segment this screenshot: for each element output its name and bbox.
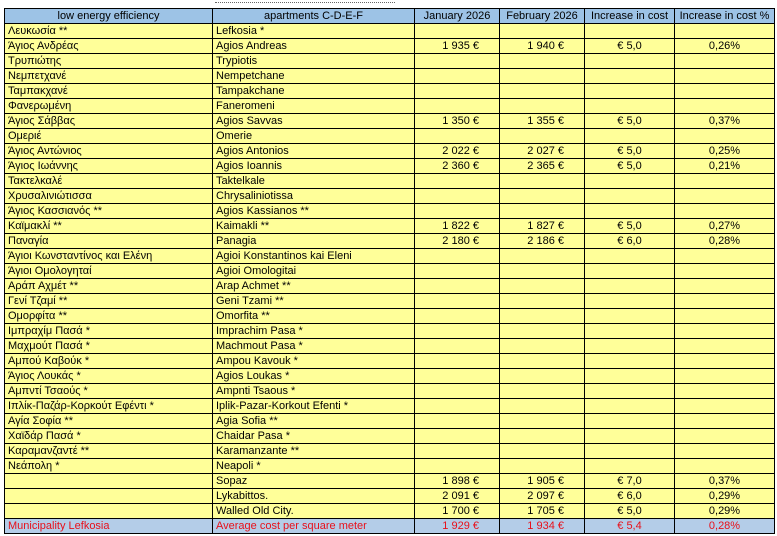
table-cell[interactable]: 1 822 € xyxy=(415,219,500,234)
decorative-dotted-line xyxy=(215,2,395,7)
table-cell[interactable] xyxy=(675,204,775,219)
table-cell[interactable] xyxy=(585,444,675,459)
total-row xyxy=(5,519,775,534)
table-row xyxy=(5,474,775,489)
table-cell[interactable]: 0,29% xyxy=(675,504,775,519)
table-cell[interactable]: Φανερωμένη xyxy=(5,99,213,114)
table-cell[interactable] xyxy=(585,129,675,144)
table-cell[interactable]: 1 905 € xyxy=(500,474,585,489)
table-cell[interactable]: Lefkosia * xyxy=(213,24,415,39)
table-cell[interactable]: Agios Andreas xyxy=(213,39,415,54)
total-cell[interactable]: Average cost per square meter xyxy=(213,519,415,534)
table-cell[interactable] xyxy=(675,354,775,369)
table-row xyxy=(5,234,775,249)
table-cell[interactable] xyxy=(415,99,500,114)
total-cell[interactable]: 1 934 € xyxy=(500,519,585,534)
table-cell[interactable] xyxy=(675,264,775,279)
table-cell[interactable] xyxy=(500,174,585,189)
table-cell[interactable] xyxy=(415,264,500,279)
table-cell[interactable]: Άγιοι Κωνσταντίνος και Ελένη xyxy=(5,249,213,264)
table-row xyxy=(5,204,775,219)
table-cell[interactable] xyxy=(415,174,500,189)
table-cell[interactable]: Neapoli * xyxy=(213,459,415,474)
table-row xyxy=(5,309,775,324)
table-cell[interactable] xyxy=(585,204,675,219)
table-cell[interactable]: Karamanzante ** xyxy=(213,444,415,459)
table-cell[interactable] xyxy=(675,339,775,354)
table-cell[interactable]: € 5,0 xyxy=(585,114,675,129)
table-cell[interactable] xyxy=(415,279,500,294)
table-cell[interactable] xyxy=(500,384,585,399)
table-cell[interactable]: Agios Antonios xyxy=(213,144,415,159)
table-cell[interactable]: Omerie xyxy=(213,129,415,144)
table-cell[interactable] xyxy=(415,204,500,219)
table-cell[interactable]: Καϊμακλί ** xyxy=(5,219,213,234)
table-row xyxy=(5,429,775,444)
table-cell[interactable] xyxy=(500,444,585,459)
table-row xyxy=(5,324,775,339)
table-cell[interactable] xyxy=(415,339,500,354)
table-cell[interactable]: 2 365 € xyxy=(500,159,585,174)
table-row xyxy=(5,39,775,54)
table-cell[interactable] xyxy=(585,99,675,114)
table-cell[interactable]: 1 827 € xyxy=(500,219,585,234)
table-cell[interactable] xyxy=(500,309,585,324)
table-cell[interactable]: Λευκωσία ** xyxy=(5,24,213,39)
table-row xyxy=(5,174,775,189)
table-cell[interactable] xyxy=(500,459,585,474)
table-cell[interactable] xyxy=(415,84,500,99)
table-cell[interactable] xyxy=(675,414,775,429)
header-cell[interactable]: Increase in cost xyxy=(585,9,675,24)
table-cell[interactable] xyxy=(675,384,775,399)
table-cell[interactable] xyxy=(675,174,775,189)
table-cell[interactable]: 2 180 € xyxy=(415,234,500,249)
table-cell[interactable] xyxy=(415,459,500,474)
table-cell[interactable]: Agia Sofia ** xyxy=(213,414,415,429)
table-cell[interactable] xyxy=(500,54,585,69)
table-cell[interactable]: 2 027 € xyxy=(500,144,585,159)
table-row xyxy=(5,189,775,204)
table-cell[interactable]: Ampnti Tsaous * xyxy=(213,384,415,399)
table-cell[interactable]: Αμπού Καβούκ * xyxy=(5,354,213,369)
table-cell[interactable] xyxy=(675,84,775,99)
table-cell[interactable]: Άγιοι Ομολογηταί xyxy=(5,264,213,279)
table-row xyxy=(5,504,775,519)
table-cell[interactable]: Χαϊδάρ Πασά * xyxy=(5,429,213,444)
table-cell[interactable] xyxy=(585,339,675,354)
table-cell[interactable] xyxy=(585,429,675,444)
table-cell[interactable] xyxy=(675,54,775,69)
table-row xyxy=(5,24,775,39)
table-cell[interactable] xyxy=(415,324,500,339)
table-cell[interactable] xyxy=(500,204,585,219)
table-cell[interactable] xyxy=(585,189,675,204)
table-cell[interactable] xyxy=(500,69,585,84)
table-cell[interactable]: Agios Savvas xyxy=(213,114,415,129)
table-cell[interactable]: Νεάπολη * xyxy=(5,459,213,474)
table-cell[interactable]: Άγιος Σάββας xyxy=(5,114,213,129)
table-cell[interactable] xyxy=(415,369,500,384)
table-row xyxy=(5,129,775,144)
table-cell[interactable] xyxy=(415,24,500,39)
table-cell[interactable] xyxy=(415,309,500,324)
table-cell[interactable] xyxy=(585,309,675,324)
table-cell[interactable]: Chaidar Pasa * xyxy=(213,429,415,444)
table-cell[interactable] xyxy=(585,414,675,429)
table-cell[interactable] xyxy=(500,189,585,204)
table-cell[interactable]: Άγιος Ιωάννης xyxy=(5,159,213,174)
table-cell[interactable]: Faneromeni xyxy=(213,99,415,114)
table-cell[interactable] xyxy=(5,489,213,504)
table-cell[interactable]: Agios Kassianos ** xyxy=(213,204,415,219)
table-cell[interactable] xyxy=(415,384,500,399)
table-cell[interactable]: Αμπντί Τσαούς * xyxy=(5,384,213,399)
table-cell[interactable] xyxy=(500,24,585,39)
table-cell[interactable]: Τρυπιώτης xyxy=(5,54,213,69)
table-cell[interactable] xyxy=(415,354,500,369)
table-cell[interactable] xyxy=(415,444,500,459)
table-cell[interactable]: Machmout Pasa * xyxy=(213,339,415,354)
table-cell[interactable]: Αράπ Αχμέτ ** xyxy=(5,279,213,294)
table-row xyxy=(5,219,775,234)
table-cell[interactable]: Kaimakli ** xyxy=(213,219,415,234)
table-cell[interactable] xyxy=(500,84,585,99)
table-cell[interactable]: Νεμπετχανέ xyxy=(5,69,213,84)
table-cell[interactable] xyxy=(675,444,775,459)
table-cell[interactable]: € 6,0 xyxy=(585,234,675,249)
table-cell[interactable] xyxy=(585,294,675,309)
table-cell[interactable] xyxy=(415,189,500,204)
table-cell[interactable] xyxy=(415,429,500,444)
table-cell[interactable]: Ampou Kavouk * xyxy=(213,354,415,369)
table-cell[interactable]: 0,26% xyxy=(675,39,775,54)
table-cell[interactable] xyxy=(585,84,675,99)
table-cell[interactable] xyxy=(675,69,775,84)
table-cell[interactable]: Panagia xyxy=(213,234,415,249)
table-row xyxy=(5,69,775,84)
table-cell[interactable] xyxy=(675,24,775,39)
table-row xyxy=(5,294,775,309)
table-cell[interactable]: 2 097 € xyxy=(500,489,585,504)
table-cell[interactable] xyxy=(675,459,775,474)
table-row xyxy=(5,414,775,429)
table-cell[interactable]: Imprachim Pasa * xyxy=(213,324,415,339)
table-cell[interactable] xyxy=(585,174,675,189)
table-cell[interactable]: 2 091 € xyxy=(415,489,500,504)
table-cell[interactable]: 1 898 € xyxy=(415,474,500,489)
table-cell[interactable]: 1 700 € xyxy=(415,504,500,519)
table-cell[interactable]: 1 935 € xyxy=(415,39,500,54)
table-cell[interactable]: 0,37% xyxy=(675,474,775,489)
table-cell[interactable] xyxy=(500,99,585,114)
table-cell[interactable]: Ιπλίκ-Παζάρ-Κορκούτ Εφέντι * xyxy=(5,399,213,414)
table-cell[interactable]: Αγία Σοφία ** xyxy=(5,414,213,429)
total-cell[interactable]: 1 929 € xyxy=(415,519,500,534)
table-cell[interactable]: Sopaz xyxy=(213,474,415,489)
table-cell[interactable]: 0,27% xyxy=(675,219,775,234)
table-cell[interactable] xyxy=(500,249,585,264)
table-row xyxy=(5,159,775,174)
table-cell[interactable] xyxy=(585,369,675,384)
table-cell[interactable]: 1 940 € xyxy=(500,39,585,54)
table-row xyxy=(5,144,775,159)
table-cell[interactable] xyxy=(675,129,775,144)
table-cell[interactable] xyxy=(5,474,213,489)
table-cell[interactable]: 0,21% xyxy=(675,159,775,174)
table-cell[interactable] xyxy=(500,369,585,384)
table-cell[interactable]: € 5,0 xyxy=(585,159,675,174)
table-cell[interactable]: Chrysaliniotissa xyxy=(213,189,415,204)
header-cell[interactable]: January 2026 xyxy=(415,9,500,24)
table-cell[interactable]: 0,28% xyxy=(675,234,775,249)
table-cell[interactable] xyxy=(585,459,675,474)
table-cell[interactable]: € 7,0 xyxy=(585,474,675,489)
table-cell[interactable]: Geni Tzami ** xyxy=(213,294,415,309)
table-cell[interactable] xyxy=(500,279,585,294)
table-row xyxy=(5,354,775,369)
table-cell[interactable] xyxy=(585,324,675,339)
table-cell[interactable]: € 5,0 xyxy=(585,144,675,159)
table-row xyxy=(5,99,775,114)
table-cell[interactable]: Καραμανζαντέ ** xyxy=(5,444,213,459)
table-cell[interactable]: Agios Loukas * xyxy=(213,369,415,384)
table-cell[interactable] xyxy=(585,354,675,369)
table-cell[interactable] xyxy=(585,249,675,264)
table-row xyxy=(5,249,775,264)
table-cell[interactable]: Taktelkale xyxy=(213,174,415,189)
header-cell[interactable]: low energy efficiency xyxy=(5,9,213,24)
table-cell[interactable] xyxy=(675,399,775,414)
table-row xyxy=(5,54,775,69)
table-cell[interactable]: Tampakchane xyxy=(213,84,415,99)
table-cell[interactable] xyxy=(500,399,585,414)
table-cell[interactable]: 2 360 € xyxy=(415,159,500,174)
table-cell[interactable] xyxy=(500,294,585,309)
table-cell[interactable]: Nempetchane xyxy=(213,69,415,84)
table-cell[interactable]: Άγιος Ανδρέας xyxy=(5,39,213,54)
table-cell[interactable]: 1 355 € xyxy=(500,114,585,129)
table-cell[interactable]: Μαχμούτ Πασά * xyxy=(5,339,213,354)
table-cell[interactable] xyxy=(675,279,775,294)
table-cell[interactable] xyxy=(585,384,675,399)
table-cell[interactable]: € 5,0 xyxy=(585,504,675,519)
table-cell[interactable]: 0,25% xyxy=(675,144,775,159)
table-cell[interactable] xyxy=(675,249,775,264)
table-cell[interactable]: Ομορφίτα ** xyxy=(5,309,213,324)
table-cell[interactable]: € 5,0 xyxy=(585,219,675,234)
table-cell[interactable]: Trypiotis xyxy=(213,54,415,69)
table-cell[interactable] xyxy=(415,399,500,414)
table-cell[interactable]: Παναγία xyxy=(5,234,213,249)
table-cell[interactable]: Agioi Konstantinos kai Eleni xyxy=(213,249,415,264)
table-cell[interactable] xyxy=(415,54,500,69)
table-row xyxy=(5,459,775,474)
table-cell[interactable] xyxy=(500,129,585,144)
table-cell[interactable]: Ταμπακχανέ xyxy=(5,84,213,99)
table-row xyxy=(5,264,775,279)
table-cell[interactable]: Agios Ioannis xyxy=(213,159,415,174)
table-cell[interactable] xyxy=(415,294,500,309)
table-cell[interactable]: Agioi Omologitai xyxy=(213,264,415,279)
header-cell[interactable]: Increase in cost % xyxy=(675,9,775,24)
header-cell[interactable]: apartments C-D-E-F xyxy=(213,9,415,24)
table-cell[interactable]: 0,29% xyxy=(675,489,775,504)
table-cell[interactable] xyxy=(415,69,500,84)
table-cell[interactable] xyxy=(500,264,585,279)
table-row xyxy=(5,339,775,354)
table-cell[interactable]: 1 705 € xyxy=(500,504,585,519)
table-cell[interactable]: Άγιος Κασσιανός ** xyxy=(5,204,213,219)
table-row xyxy=(5,369,775,384)
table-cell[interactable] xyxy=(500,414,585,429)
table-cell[interactable] xyxy=(500,339,585,354)
table-row xyxy=(5,444,775,459)
table-cell[interactable]: Lykabittos. xyxy=(213,489,415,504)
table-cell[interactable] xyxy=(675,99,775,114)
total-cell[interactable]: Municipality Lefkosia xyxy=(5,519,213,534)
table-cell[interactable] xyxy=(675,369,775,384)
table-cell[interactable] xyxy=(675,309,775,324)
table-row xyxy=(5,84,775,99)
table-cell[interactable]: Ομεριέ xyxy=(5,129,213,144)
table-cell[interactable] xyxy=(500,324,585,339)
table-cell[interactable] xyxy=(585,279,675,294)
header-row xyxy=(5,9,775,24)
table-cell[interactable]: Omorfita ** xyxy=(213,309,415,324)
table-row xyxy=(5,399,775,414)
table-cell[interactable] xyxy=(500,429,585,444)
cost-table xyxy=(4,8,775,534)
table-cell[interactable]: 0,37% xyxy=(675,114,775,129)
table-row xyxy=(5,279,775,294)
table-cell[interactable]: € 6,0 xyxy=(585,489,675,504)
table-cell[interactable] xyxy=(675,294,775,309)
table-cell[interactable]: Arap Achmet ** xyxy=(213,279,415,294)
total-cell[interactable]: 0,28% xyxy=(675,519,775,534)
table-cell[interactable]: Walled Old City. xyxy=(213,504,415,519)
table-cell[interactable] xyxy=(500,354,585,369)
table-cell[interactable] xyxy=(585,399,675,414)
table-cell[interactable]: € 5,0 xyxy=(585,39,675,54)
header-cell[interactable]: February 2026 xyxy=(500,9,585,24)
table-cell[interactable]: Άγιος Λουκάς * xyxy=(5,369,213,384)
table-cell[interactable]: 2 022 € xyxy=(415,144,500,159)
table-cell[interactable] xyxy=(5,504,213,519)
table-row xyxy=(5,114,775,129)
table-cell[interactable] xyxy=(675,189,775,204)
table-cell[interactable] xyxy=(585,69,675,84)
table-cell[interactable] xyxy=(415,129,500,144)
table-cell[interactable]: Iplik-Pazar-Korkout Efenti * xyxy=(213,399,415,414)
table-row xyxy=(5,384,775,399)
table-cell[interactable]: Χρυσαλινιώτισσα xyxy=(5,189,213,204)
table-cell[interactable] xyxy=(675,429,775,444)
table-cell[interactable]: 2 186 € xyxy=(500,234,585,249)
table-cell[interactable]: 1 350 € xyxy=(415,114,500,129)
table-cell[interactable] xyxy=(415,414,500,429)
table-cell[interactable] xyxy=(415,249,500,264)
table-cell[interactable]: Ιμπραχίμ Πασά * xyxy=(5,324,213,339)
table-cell[interactable]: Γενί Τζαμί ** xyxy=(5,294,213,309)
table-cell[interactable] xyxy=(675,324,775,339)
table-cell[interactable]: Τακτελκαλέ xyxy=(5,174,213,189)
table-cell[interactable] xyxy=(585,54,675,69)
table-cell[interactable] xyxy=(585,24,675,39)
total-cell[interactable]: € 5,4 xyxy=(585,519,675,534)
table-row xyxy=(5,489,775,504)
table-cell[interactable] xyxy=(585,264,675,279)
table-cell[interactable]: Άγιος Αντώνιος xyxy=(5,144,213,159)
